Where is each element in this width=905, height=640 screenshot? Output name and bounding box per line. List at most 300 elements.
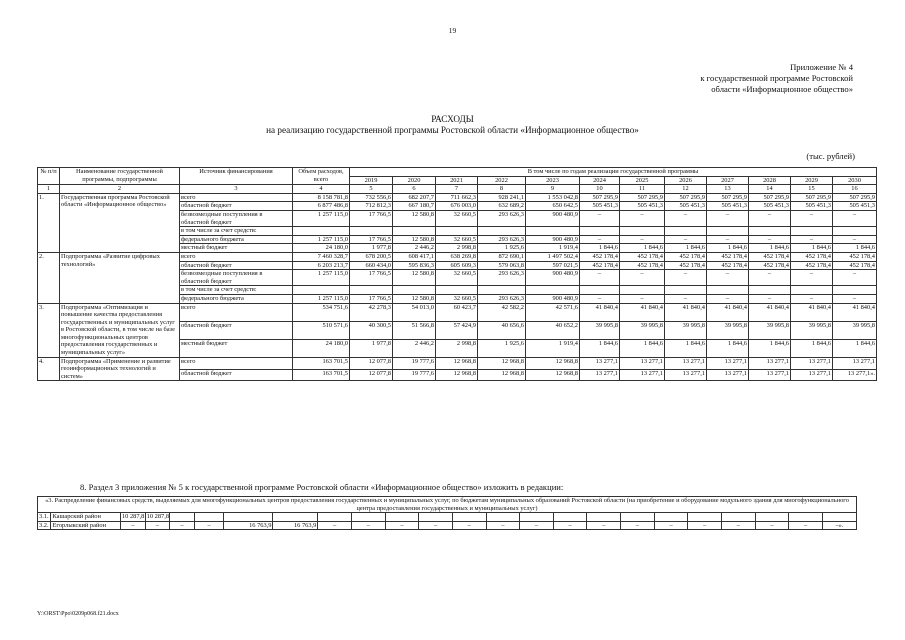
- year-value: 452 178,4: [665, 252, 707, 261]
- year-value: 2 446,2: [393, 244, 436, 253]
- funding-source: местный бюджет: [180, 244, 293, 253]
- t2-row: [38, 513, 857, 522]
- funding-source: областной бюджет: [180, 202, 293, 211]
- year-value: [833, 286, 877, 295]
- year-value: [707, 227, 749, 236]
- year-value: 57 424,9: [436, 321, 478, 339]
- year-value: 42 571,6: [526, 303, 580, 321]
- year-value: 39 995,8: [791, 321, 833, 339]
- year-value: 13 277,1: [665, 369, 707, 381]
- row-number: 2.: [38, 252, 60, 303]
- year-value: 452 178,4: [707, 252, 749, 261]
- year-value: 1 977,8: [350, 339, 393, 357]
- year-value: –: [833, 270, 877, 286]
- t2-empty-cell: [318, 513, 352, 522]
- year-value: 13 277,1».: [833, 369, 877, 381]
- document-title: [0, 114, 905, 136]
- year-value: [620, 286, 665, 295]
- year-value: 732 556,6: [350, 193, 393, 202]
- year-value: 12 968,8: [478, 369, 526, 381]
- t2-empty-cell: [419, 513, 453, 522]
- year-value: 13 277,1: [580, 369, 620, 381]
- year-value: 1 844,6: [749, 339, 791, 357]
- t2-value: –: [385, 521, 419, 530]
- distribution-header: «3. Распределение финансовых средств, выделяемых для многофункциональных центров предоставления государственных и муниципальных услуг, по бюджетам муниципальных образований Ростовской области (на приобретение и оборудование модульного здания для многофункционального центра предоставления государственных и муниципальных услуг): [38, 497, 857, 513]
- year-value: 505 451,3: [580, 202, 620, 211]
- year-value: 1 497 502,4: [526, 252, 580, 261]
- t2-row: [38, 521, 857, 530]
- title-line: РАСХОДЫ: [431, 114, 474, 124]
- year-value: 42 278,3: [350, 303, 393, 321]
- year-value: 13 277,1: [620, 357, 665, 369]
- year-value: –: [707, 294, 749, 303]
- expenses-table: [37, 167, 877, 381]
- year-value: –: [791, 235, 833, 244]
- year-value: 1 925,6: [478, 339, 526, 357]
- row-number: 1.: [38, 193, 60, 252]
- year-value: 452 178,4: [749, 261, 791, 270]
- column-number: 4: [293, 185, 350, 194]
- year-value: 711 662,3: [436, 193, 478, 202]
- t2-value: 16 763,9: [273, 521, 318, 530]
- year-value: 13 277,1: [749, 369, 791, 381]
- total-value: 1 257 115,0: [293, 210, 350, 226]
- municipality-name: Кашарский район: [51, 513, 121, 522]
- year-value: [580, 286, 620, 295]
- funding-source: в том числе за счет средств:: [180, 286, 293, 295]
- funding-source: всего: [180, 303, 293, 321]
- units-label: (тыс. рублей): [806, 151, 855, 161]
- year-value: –: [833, 235, 877, 244]
- t2-empty-cell: [621, 513, 655, 522]
- year-value: –: [749, 210, 791, 226]
- year-value: –: [749, 294, 791, 303]
- year-value: [436, 227, 478, 236]
- year-value: 872 690,1: [478, 252, 526, 261]
- year-value: 505 451,3: [791, 202, 833, 211]
- year-value: 1 844,6: [620, 244, 665, 253]
- t2-value: 16 763,9: [224, 521, 273, 530]
- year-value: 293 626,3: [478, 270, 526, 286]
- year-value: 17 766,5: [350, 270, 393, 286]
- year-value: 507 295,9: [791, 193, 833, 202]
- year-value: 605 609,3: [436, 261, 478, 270]
- year-value: 13 277,1: [791, 369, 833, 381]
- year-value: 452 178,4: [749, 252, 791, 261]
- column-number: 13: [707, 185, 749, 194]
- program-name: Подпрограмма «Применение и развитие геоинформационных технологий и систем»: [60, 357, 180, 381]
- total-value: [293, 286, 350, 295]
- total-value: 534 751,6: [293, 303, 350, 321]
- year-value: 293 626,3: [478, 210, 526, 226]
- year-value: 505 451,3: [749, 202, 791, 211]
- total-value: 510 571,6: [293, 321, 350, 339]
- year-value: [350, 227, 393, 236]
- file-path: Y:\ORST\Ppo\0209p068.f21.docx: [37, 611, 119, 617]
- column-number: 1: [38, 185, 60, 194]
- municipality-name: Егорлыкский район: [51, 521, 121, 530]
- year-value: [350, 286, 393, 295]
- year-value: 41 840,4: [833, 303, 877, 321]
- table-row: [38, 357, 877, 369]
- t2-row-number: 3.1.: [38, 513, 51, 522]
- year-value: 452 178,4: [620, 252, 665, 261]
- t2-value: –: [520, 521, 554, 530]
- year-header: 2028: [749, 176, 791, 185]
- year-value: 40 300,5: [350, 321, 393, 339]
- funding-source: областной бюджет: [180, 369, 293, 381]
- table-row: [38, 193, 877, 202]
- year-value: 682 207,7: [393, 193, 436, 202]
- year-value: 54 013,0: [393, 303, 436, 321]
- year-value: 452 178,4: [580, 252, 620, 261]
- year-value: –: [620, 235, 665, 244]
- year-value: [749, 286, 791, 295]
- t2-value: 10 287,8: [121, 513, 145, 521]
- year-value: 293 626,3: [478, 294, 526, 303]
- column-number: 8: [478, 185, 526, 194]
- year-value: 39 995,8: [620, 321, 665, 339]
- year-value: 678 200,5: [350, 252, 393, 261]
- col-source-header: Источник финансирования: [180, 168, 293, 185]
- year-value: 13 277,1: [665, 357, 707, 369]
- total-value: 163 701,5: [293, 369, 350, 381]
- t2-value: –: [755, 521, 789, 530]
- year-value: 32 660,5: [436, 294, 478, 303]
- t2-empty-cell: [351, 513, 385, 522]
- year-value: –: [620, 210, 665, 226]
- year-value: 1 844,6: [791, 339, 833, 357]
- total-value: 24 180,0: [293, 339, 350, 357]
- appendix-line: к государственной программе Ростовской: [700, 73, 853, 83]
- t2-value: –».: [822, 521, 856, 530]
- year-value: –: [791, 294, 833, 303]
- column-number: 3: [180, 185, 293, 194]
- year-value: 452 178,4: [791, 261, 833, 270]
- year-value: 39 995,8: [580, 321, 620, 339]
- year-value: 12 968,8: [526, 357, 580, 369]
- t2-header-row: [38, 497, 857, 513]
- year-header: 2025: [620, 176, 665, 185]
- year-value: [833, 227, 877, 236]
- total-value: 6 877 486,8: [293, 202, 350, 211]
- year-header: 2027: [707, 176, 749, 185]
- t2-empty-cell: [822, 513, 856, 522]
- funding-source: федерального бюджета: [180, 294, 293, 303]
- t2-value: 10 287,8: [146, 513, 170, 521]
- years-group-header: В том числе по годам реализации государственной программы: [350, 168, 877, 177]
- distribution-table: [37, 496, 857, 530]
- year-value: 1 844,6: [665, 339, 707, 357]
- header-row: [38, 168, 877, 177]
- funding-source: всего: [180, 357, 293, 369]
- column-number: 15: [791, 185, 833, 194]
- year-value: 507 295,9: [620, 193, 665, 202]
- t2-value: –: [452, 521, 486, 530]
- year-value: 12 580,8: [393, 270, 436, 286]
- year-value: 39 995,8: [707, 321, 749, 339]
- year-value: 1 844,6: [580, 244, 620, 253]
- year-value: 1 844,6: [749, 244, 791, 253]
- table-row: [38, 303, 877, 321]
- year-value: 452 178,4: [580, 261, 620, 270]
- year-value: [791, 286, 833, 295]
- year-value: 12 968,8: [526, 369, 580, 381]
- year-value: 712 812,3: [350, 202, 393, 211]
- column-number: 10: [580, 185, 620, 194]
- col-name-header: Наименование государственной программы, подпрограммы: [60, 168, 180, 185]
- year-value: –: [791, 210, 833, 226]
- year-value: 660 434,0: [350, 261, 393, 270]
- year-value: 507 295,9: [833, 193, 877, 202]
- year-value: –: [749, 270, 791, 286]
- year-value: 507 295,9: [580, 193, 620, 202]
- t2-value: –: [318, 521, 352, 530]
- column-number: 7: [436, 185, 478, 194]
- year-value: 19 777,6: [393, 369, 436, 381]
- year-value: 597 021,5: [526, 261, 580, 270]
- year-value: 13 277,1: [707, 369, 749, 381]
- t2-value: –: [120, 521, 145, 530]
- year-value: 1 844,6: [791, 244, 833, 253]
- year-value: 507 295,9: [749, 193, 791, 202]
- t2-empty-cell: [170, 513, 195, 522]
- total-value: [293, 227, 350, 236]
- appendix-line: Приложение № 4: [790, 62, 853, 72]
- year-value: 1 553 042,8: [526, 193, 580, 202]
- year-value: 13 277,1: [833, 357, 877, 369]
- total-value: 6 203 213,7: [293, 261, 350, 270]
- year-value: 12 580,8: [393, 210, 436, 226]
- year-value: [665, 286, 707, 295]
- year-value: 452 178,4: [707, 261, 749, 270]
- year-value: 2 998,8: [436, 244, 478, 253]
- year-value: –: [749, 235, 791, 244]
- column-number: 9: [526, 185, 580, 194]
- year-value: [393, 286, 436, 295]
- year-value: 505 451,3: [665, 202, 707, 211]
- year-value: 505 451,3: [833, 202, 877, 211]
- funding-source: всего: [180, 252, 293, 261]
- year-value: 12 580,8: [393, 294, 436, 303]
- t2-empty-cell: [654, 513, 688, 522]
- year-value: 1 844,6: [665, 244, 707, 253]
- appendix-line: области «Информационное общество»: [711, 84, 853, 94]
- year-header: 2030: [833, 176, 877, 185]
- year-value: 505 451,3: [707, 202, 749, 211]
- year-value: 595 836,3: [393, 261, 436, 270]
- year-value: 1 844,6: [833, 244, 877, 253]
- year-value: 17 766,5: [350, 294, 393, 303]
- year-value: 638 269,8: [436, 252, 478, 261]
- year-value: –: [580, 210, 620, 226]
- year-value: [620, 227, 665, 236]
- t2-value: –: [351, 521, 385, 530]
- program-name: Государственная программа Ростовской области «Информационное общество»: [60, 193, 180, 252]
- paragraph-8: 8. Раздел 3 приложения № 5 к государственной программе Ростовской области «Информационное общество» изложить в редакции:: [80, 482, 564, 492]
- year-value: 507 295,9: [707, 193, 749, 202]
- t2-value: –: [722, 521, 756, 530]
- year-value: 608 417,1: [393, 252, 436, 261]
- funding-source: безвозмездные поступления в областной бюджет: [180, 210, 293, 226]
- funding-source: в том числе за счет средств:: [180, 227, 293, 236]
- year-value: 650 642,5: [526, 202, 580, 211]
- funding-source: местный бюджет: [180, 339, 293, 357]
- t2-empty-cell: [194, 513, 223, 522]
- t2-empty-cell: [688, 513, 722, 522]
- year-value: 452 178,4: [833, 252, 877, 261]
- year-value: [393, 227, 436, 236]
- t2-empty-cell: [486, 513, 520, 522]
- year-value: 40 652,2: [526, 321, 580, 339]
- column-number: 16: [833, 185, 877, 194]
- year-value: 452 178,4: [791, 252, 833, 261]
- year-header: 2019: [350, 176, 393, 185]
- year-value: 505 451,3: [620, 202, 665, 211]
- year-header: 2024: [580, 176, 620, 185]
- year-value: 41 840,4: [749, 303, 791, 321]
- total-value: 24 180,0: [293, 244, 350, 253]
- year-value: 13 277,1: [580, 357, 620, 369]
- year-value: –: [791, 270, 833, 286]
- column-number: 14: [749, 185, 791, 194]
- t2-empty-cell: [520, 513, 554, 522]
- year-value: 579 063,8: [478, 261, 526, 270]
- year-value: 12 580,8: [393, 235, 436, 244]
- t2-empty-cell: [587, 513, 621, 522]
- t2-value: –: [170, 521, 195, 530]
- year-value: –: [707, 210, 749, 226]
- year-value: –: [707, 270, 749, 286]
- t2-value: –: [789, 521, 823, 530]
- page-number: 19: [448, 26, 457, 35]
- year-value: 900 480,9: [526, 270, 580, 286]
- year-value: 39 995,8: [833, 321, 877, 339]
- column-number: 12: [665, 185, 707, 194]
- t2-row-number: 3.2.: [38, 521, 51, 530]
- program-name: Подпрограмма «Развитие цифровых технологий»: [60, 252, 180, 303]
- year-value: 1 977,8: [350, 244, 393, 253]
- year-value: –: [665, 210, 707, 226]
- year-value: 632 689,2: [478, 202, 526, 211]
- year-value: 41 840,4: [791, 303, 833, 321]
- column-number: 6: [393, 185, 436, 194]
- year-value: 40 656,6: [478, 321, 526, 339]
- year-value: –: [665, 294, 707, 303]
- year-value: [526, 286, 580, 295]
- year-value: 1 844,6: [580, 339, 620, 357]
- year-value: 13 277,1: [749, 357, 791, 369]
- year-value: 39 995,8: [665, 321, 707, 339]
- year-value: [478, 227, 526, 236]
- year-value: [478, 286, 526, 295]
- year-header: 2021: [436, 176, 478, 185]
- t2-value: –: [145, 521, 170, 530]
- year-value: 2 446,2: [393, 339, 436, 357]
- year-value: 1 925,6: [478, 244, 526, 253]
- year-value: 41 840,4: [665, 303, 707, 321]
- year-value: 17 766,5: [350, 235, 393, 244]
- appendix-note: [700, 62, 853, 95]
- total-value: 8 158 781,8: [293, 193, 350, 202]
- funding-source: федерального бюджета: [180, 235, 293, 244]
- year-value: 12 968,8: [436, 369, 478, 381]
- t2-empty-cell: [385, 513, 419, 522]
- year-value: 39 995,8: [749, 321, 791, 339]
- year-value: –: [580, 235, 620, 244]
- year-value: 676 003,0: [436, 202, 478, 211]
- year-value: 12 968,8: [478, 357, 526, 369]
- year-value: 60 423,7: [436, 303, 478, 321]
- year-value: –: [620, 270, 665, 286]
- col-num-header: № п/п: [38, 168, 60, 185]
- t2-empty-cell: [789, 513, 823, 522]
- year-value: 13 277,1: [620, 369, 665, 381]
- year-value: 452 178,4: [833, 261, 877, 270]
- total-value: 1 257 115,0: [293, 235, 350, 244]
- t2-value: –: [194, 521, 223, 530]
- year-value: 900 480,9: [526, 235, 580, 244]
- t2-empty-cell: [452, 513, 486, 522]
- year-value: 17 766,5: [350, 210, 393, 226]
- year-value: 51 566,8: [393, 321, 436, 339]
- year-value: [580, 227, 620, 236]
- year-value: 41 840,4: [620, 303, 665, 321]
- year-value: 12 968,8: [436, 357, 478, 369]
- year-value: 452 178,4: [620, 261, 665, 270]
- t2-value: –: [587, 521, 621, 530]
- year-value: 452 178,4: [665, 261, 707, 270]
- year-value: 1 844,6: [833, 339, 877, 357]
- year-value: 12 077,8: [350, 369, 393, 381]
- year-value: [436, 286, 478, 295]
- year-value: [749, 227, 791, 236]
- t2-value: –: [688, 521, 722, 530]
- year-value: 12 077,8: [350, 357, 393, 369]
- column-number: 5: [350, 185, 393, 194]
- year-value: 2 998,8: [436, 339, 478, 357]
- t2-empty-cell: [553, 513, 587, 522]
- t2-empty-cell: [722, 513, 756, 522]
- year-value: 13 277,1: [791, 357, 833, 369]
- row-number: 4.: [38, 357, 60, 381]
- year-value: 900 480,9: [526, 210, 580, 226]
- year-header: 2029: [791, 176, 833, 185]
- year-value: 32 660,5: [436, 210, 478, 226]
- t2-value: –: [553, 521, 587, 530]
- year-value: 1 919,4: [526, 244, 580, 253]
- year-value: –: [665, 270, 707, 286]
- title-line: на реализацию государственной программы Ростовской области «Информационное общество»: [266, 125, 639, 135]
- t2-value: –: [486, 521, 520, 530]
- t2-empty-cell: [224, 513, 273, 522]
- program-name: Подпрограмма «Оптимизация и повышение качества предоставления государственных и муниципальных услуг в Ростовской области, в том числе на базе многофункциональных центров предоставления государственных и муниципальных услуг»: [60, 303, 180, 357]
- funding-source: безвозмездные поступления в областной бюджет: [180, 270, 293, 286]
- funding-source: всего: [180, 193, 293, 202]
- year-header: 2022: [478, 176, 526, 185]
- t2-empty-cell: [273, 513, 318, 522]
- year-value: 42 582,2: [478, 303, 526, 321]
- funding-source: областной бюджет: [180, 321, 293, 339]
- year-value: 667 180,7: [393, 202, 436, 211]
- year-value: 900 480,9: [526, 294, 580, 303]
- year-value: –: [580, 294, 620, 303]
- row-number: 3.: [38, 303, 60, 357]
- t2-value: –: [654, 521, 688, 530]
- total-value: 1 257 115,0: [293, 270, 350, 286]
- year-header: 2020: [393, 176, 436, 185]
- col-total-header: Объем расходов, всего: [293, 168, 350, 185]
